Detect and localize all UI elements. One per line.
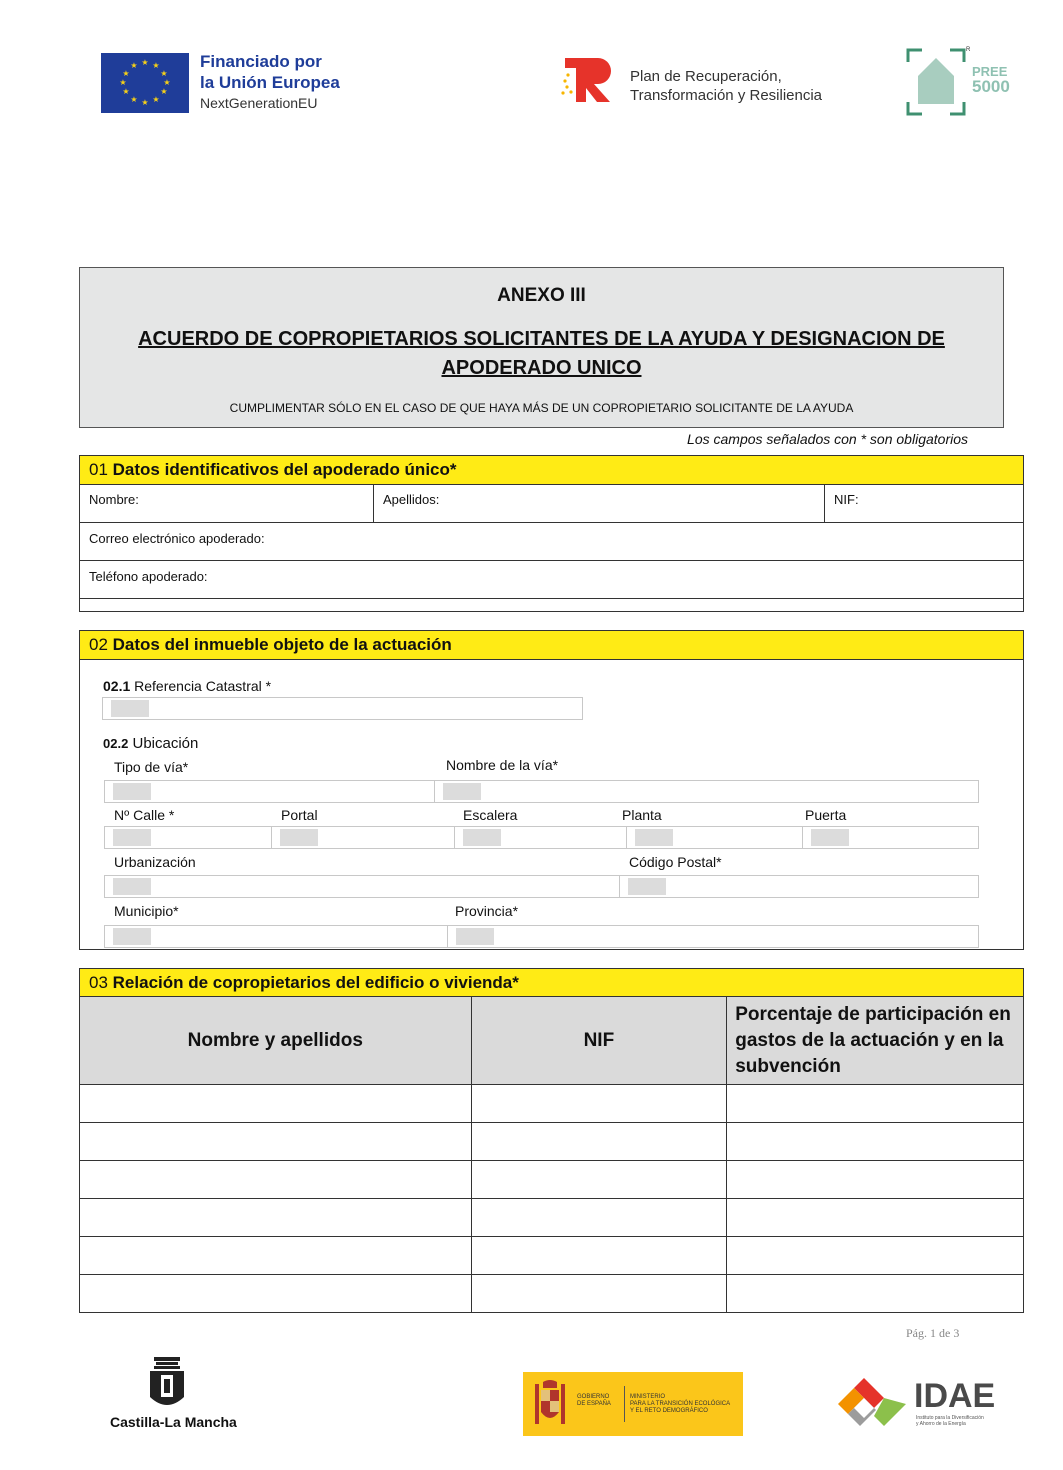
idae-sub-line2: y Ahorro de la Energía xyxy=(916,1421,966,1427)
gobierno-line1: GOBIERNO xyxy=(577,1394,610,1400)
prtr-logo-icon xyxy=(557,55,619,105)
idae-label: IDAE xyxy=(914,1377,996,1415)
annex-title: ANEXO III xyxy=(497,285,586,306)
ubicacion-text: Ubicación xyxy=(132,735,199,752)
municipio-label: Municipio* xyxy=(114,903,179,919)
num-calle-label: Nº Calle * xyxy=(114,807,175,823)
nif-field[interactable] xyxy=(825,484,1023,522)
cell-porcentaje[interactable] xyxy=(727,1161,1024,1199)
nombre-label: Nombre: xyxy=(89,492,139,507)
planta-input[interactable] xyxy=(627,827,803,848)
urbanizacion-label: Urbanización xyxy=(114,854,196,870)
urbanizacion-row xyxy=(104,875,979,898)
correo-field[interactable] xyxy=(80,523,1023,561)
codigo-postal-label: Código Postal* xyxy=(629,854,722,870)
cell-porcentaje[interactable] xyxy=(727,1123,1024,1161)
puerta-input[interactable] xyxy=(803,827,978,848)
clm-label: Castilla-La Mancha xyxy=(110,1414,237,1430)
cell-nombre[interactable] xyxy=(80,1085,472,1123)
cell-nif[interactable] xyxy=(471,1199,727,1237)
via-input-row xyxy=(104,780,979,803)
nombre-via-label: Nombre de la vía* xyxy=(446,757,559,773)
pree-mark: R xyxy=(966,47,971,53)
pree-line1: PREE xyxy=(972,64,1008,79)
plan-text-line2: Transformación y Resiliencia xyxy=(630,87,823,104)
eu-text-line1: Financiado por xyxy=(200,52,322,71)
telefono-field[interactable] xyxy=(80,561,1023,599)
section2-header xyxy=(79,630,1024,660)
codigo-postal-input[interactable] xyxy=(620,876,978,897)
puerta-label: Puerta xyxy=(805,807,847,823)
section1-row-identity xyxy=(80,484,1023,523)
tipo-via-label: Tipo de vía* xyxy=(114,759,189,775)
cell-porcentaje[interactable] xyxy=(727,1237,1024,1275)
ubicacion-num: 02.2 xyxy=(103,736,129,751)
cell-nif[interactable] xyxy=(471,1275,727,1313)
ministerio-text xyxy=(630,1394,740,1415)
cell-porcentaje[interactable] xyxy=(727,1199,1024,1237)
gobierno-text xyxy=(577,1394,627,1408)
input-shade xyxy=(111,700,149,717)
section3-title: Relación de copropietarios del edificio o vivienda* xyxy=(112,973,519,992)
idae-logo-icon xyxy=(836,1376,914,1432)
urbanizacion-input[interactable] xyxy=(105,876,620,897)
section1-form xyxy=(79,484,1024,612)
cell-nombre[interactable] xyxy=(80,1161,472,1199)
tipo-via-input[interactable] xyxy=(105,781,435,802)
table-row xyxy=(80,1199,1024,1237)
correo-label: Correo electrónico apoderado: xyxy=(89,531,265,546)
escalera-input[interactable] xyxy=(455,827,627,848)
required-fields-note: Los campos señalados con * son obligatorios xyxy=(687,431,968,447)
spain-coat-of-arms-icon xyxy=(533,1378,567,1430)
col-nombre-header: Nombre y apellidos xyxy=(80,997,472,1085)
table-row xyxy=(80,1275,1024,1313)
ministerio-line2: PARA LA TRANSICIÓN ECOLÓGICA xyxy=(630,1401,731,1407)
ubicacion-label xyxy=(103,735,198,752)
eu-funding-text xyxy=(200,51,380,113)
nombre-via-input[interactable] xyxy=(435,781,978,802)
cell-nombre[interactable] xyxy=(80,1275,472,1313)
cell-nif[interactable] xyxy=(471,1237,727,1275)
eu-flag-icon: ★ ★ ★ ★ ★ ★ ★ ★ ★ ★ ★ ★ xyxy=(101,53,189,113)
gobierno-espana-logo xyxy=(523,1372,743,1436)
nif-label: NIF: xyxy=(834,492,859,507)
portal-input[interactable] xyxy=(272,827,455,848)
eu-text-line2: la Unión Europea xyxy=(200,73,340,92)
section1-number: 01 xyxy=(89,460,108,479)
annex-title-box xyxy=(79,267,1004,428)
table-row xyxy=(80,1161,1024,1199)
planta-label: Planta xyxy=(622,807,662,823)
section2-title: Datos del inmueble objeto de la actuación xyxy=(112,635,452,654)
gobierno-divider xyxy=(624,1386,625,1422)
telefono-label: Teléfono apoderado: xyxy=(89,569,208,584)
col-porcentaje-header: Porcentaje de participación en gastos de la actuación y en la subvención xyxy=(727,997,1024,1085)
annex-subtitle: ACUERDO DE COPROPIETARIOS SOLICITANTES DE LA AYUDA Y DESIGNACION DE APODERADO UNICO xyxy=(138,328,945,379)
municipio-row xyxy=(104,925,979,948)
idae-sub-line1: Instituto para la Diversificación xyxy=(916,1415,984,1421)
section2-form xyxy=(79,659,1024,950)
cell-nombre[interactable] xyxy=(80,1123,472,1161)
plan-text-line1: Plan de Recuperación, xyxy=(630,68,782,85)
section2-number: 02 xyxy=(89,635,108,654)
table-row xyxy=(80,1085,1024,1123)
gobierno-line2: DE ESPAÑA xyxy=(577,1401,611,1407)
address-detail-row xyxy=(104,826,979,849)
ministerio-line3: Y EL RETO DEMOGRÁFICO xyxy=(630,1408,708,1414)
ministerio-line1: MINISTERIO xyxy=(630,1394,666,1400)
idae-subtitle xyxy=(916,1415,996,1427)
section1-header xyxy=(79,455,1024,485)
page-number: Pág. 1 de 3 xyxy=(906,1326,960,1340)
cell-porcentaje[interactable] xyxy=(727,1085,1024,1123)
portal-label: Portal xyxy=(281,807,318,823)
eu-text-line3: NextGenerationEU xyxy=(200,95,318,111)
cell-nif[interactable] xyxy=(471,1085,727,1123)
cell-nif[interactable] xyxy=(471,1161,727,1199)
pree-text xyxy=(972,65,1010,95)
pree-line2: 5000 xyxy=(972,77,1010,96)
provincia-label: Provincia* xyxy=(455,903,519,919)
escalera-label: Escalera xyxy=(463,807,518,823)
ref-catastral-label xyxy=(103,678,271,694)
apellidos-label: Apellidos: xyxy=(383,492,440,507)
section3-number: 03 xyxy=(89,973,108,992)
ref-catastral-text: Referencia Catastral * xyxy=(134,678,272,694)
num-calle-input[interactable] xyxy=(105,827,272,848)
plan-recuperacion-text xyxy=(630,67,822,105)
cell-porcentaje[interactable] xyxy=(727,1275,1024,1313)
table-row xyxy=(80,1123,1024,1161)
col-nif-header: NIF xyxy=(471,997,727,1085)
table-header-row xyxy=(80,997,1024,1085)
apellidos-field[interactable] xyxy=(374,484,825,522)
ref-catastral-num: 02.1 xyxy=(103,678,131,694)
cell-nif[interactable] xyxy=(471,1123,727,1161)
ref-catastral-input[interactable] xyxy=(102,697,583,720)
provincia-input[interactable] xyxy=(448,926,978,947)
cell-nombre[interactable] xyxy=(80,1199,472,1237)
table-row xyxy=(80,1237,1024,1275)
annex-instruction: CUMPLIMENTAR SÓLO EN EL CASO DE QUE HAYA MÁS DE UN COPROPIETARIO SOLICITANTE DE LA AYUDA xyxy=(229,401,854,415)
section3-header xyxy=(79,968,1024,998)
municipio-input[interactable] xyxy=(105,926,448,947)
copropietarios-table xyxy=(79,996,1024,1313)
cell-nombre[interactable] xyxy=(80,1237,472,1275)
section1-title: Datos identificativos del apoderado único* xyxy=(112,460,457,479)
nombre-field[interactable] xyxy=(80,484,374,522)
castilla-la-mancha-crest-icon xyxy=(146,1353,188,1413)
